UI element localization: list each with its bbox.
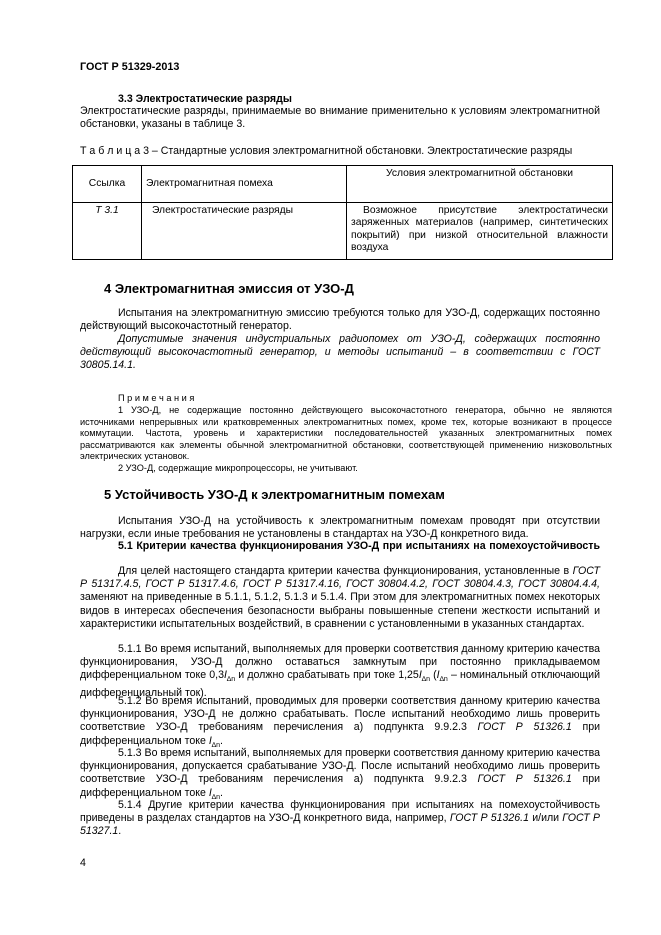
table-3-caption: Т а б л и ц а 3 – Стандартные условия электромагнитной обстановки. Электростатические разряды xyxy=(80,145,573,157)
cell-conditions: Возможное присутствие электростатически заряженных материалов (например, синтетических покрытий) при низкой относительной влажности воздуха xyxy=(347,203,613,260)
notes-title: П р и м е ч а н и я xyxy=(118,393,195,403)
section-5-1-3-paragraph: 5.1.3 Во время испытаний, выполняемых для проверки соответствия данному критерию качества функционирования, допускается срабатывание УЗО-Д. После испытаний необходимо лишь проверить соответствие УЗО-Д требованиям перечисления а) подпункта 9.9.2.3 ГОСТ Р 51326.1 при дифференциальном токе $I_{\Delta n}$. xyxy=(80,747,601,801)
table-row xyxy=(73,203,613,260)
cell-disturbance: Электростатические разряды xyxy=(142,203,347,260)
section-5-1-1-paragraph: 5.1.1 Во время испытаний, выполняемых для проверки соответствия данному критерию качества функционирования, УЗО-Д должно оставаться замкнутым при постоянно прикладываемом дифференциальном токе $0,3I_{\Delta n}$ и должно срабатывать при токе $1,25I_{\Delta n}$ ($I_{\Delta n}$ – номинальный отключающий дифференциальный ток). xyxy=(80,643,600,699)
section-4-paragraph-1: Испытания на электромагнитную эмиссию требуются только для УЗО-Д, содержащих постоянно действующий высокочастотный генератор. xyxy=(80,307,600,333)
table-header-row xyxy=(73,166,613,203)
section-5-1-4-paragraph: 5.1.4 Другие критерии качества функционирования при испытаниях на помехоустойчивость приведены в разделах стандартов на УЗО-Д конкретного вида, например, ГОСТ Р 51326.1 и/или ГОСТ Р 51327.1. xyxy=(80,799,600,838)
table-3 xyxy=(72,165,613,260)
section-4-heading: 4 Электромагнитная эмиссия от УЗО-Д xyxy=(104,281,354,296)
note-2: 2 УЗО-Д, содержащие микропроцессоры, не учитывают. xyxy=(118,463,358,473)
section-5-1-paragraph: Для целей настоящего стандарта критерии качества функционирования, установленные в ГОСТ Р 51317.4.5, ГОСТ Р 51317.4.6, ГОСТ Р 51317.4.16, ГОСТ 30804.4.2, ГОСТ 30804.4.3, ГОСТ 30804.4.4, заменяют на приведенные в 5.1.1, 5.1.2, 5.1.3 и 5.1.4. При этом для электромагнитных помех некоторых видов в интересах обеспечения безопасности выбраны повышенные степени жесткости испытаний и характеристики испытательных воздействий, в сравнении с установленными в указанных стандартах. xyxy=(80,565,600,630)
page-number: 4 xyxy=(80,857,86,869)
cell-ref: Т 3.1 xyxy=(73,203,142,260)
header-disturbance: Электромагнитная помеха xyxy=(142,166,347,203)
document-code-header: ГОСТ Р 51329-2013 xyxy=(80,61,180,73)
section-4-paragraph-2: Допустимые значения индустриальных радиопомех от УЗО-Д, содержащих постоянно действующий высокочастотный генератор, и методы испытаний – в соответствии с ГОСТ 30805.14.1. xyxy=(80,333,600,372)
header-conditions: Условия электромагнитной обстановки xyxy=(347,166,613,203)
section-3-3-heading: 3.3 Электростатические разряды xyxy=(118,93,292,105)
section-5-heading: 5 Устойчивость УЗО-Д к электромагнитным помехам xyxy=(104,487,445,502)
section-5-1-heading: 5.1 Критерии качества функционирования УЗО-Д при испытаниях на помехоустойчивость xyxy=(118,540,600,552)
note-1: 1 УЗО-Д, не содержащие постоянно действующего высокочастотного генератора, обычно не являются источниками непрерывных или кратковременных электромагнитных помех, кроме тех, которые возникают в процессе коммутации. Частота, уровень и характеристики последовательностей указанных электромагнитных помех рассматриваются как элементы обычной электромагнитной обстановки, соответствующей применению низковольтных электрических установок. xyxy=(80,405,612,462)
section-5-intro: Испытания УЗО-Д на устойчивость к электромагнитным помехам проводят при отсутствии нагрузки, если иные требования не установлены в стандартах на УЗО-Д конкретного вида. xyxy=(80,515,600,541)
section-3-3-paragraph: Электростатические разряды, принимаемые во внимание применительно к условиям электромагнитной обстановки, указаны в таблице 3. xyxy=(80,105,600,131)
header-ref: Ссылка xyxy=(73,166,142,203)
section-5-1-2-paragraph: 5.1.2 Во время испытаний, проводимых для проверки соответствия данному критерию качества функционирования, УЗО-Д не должно срабатывать. После испытаний необходимо лишь проверить соответствие УЗО-Д требованиям перечисления а) подпункта 9.9.2.3 ГОСТ Р 51326.1 при дифференциальном токе $I_{\Delta n}$. xyxy=(80,695,601,749)
